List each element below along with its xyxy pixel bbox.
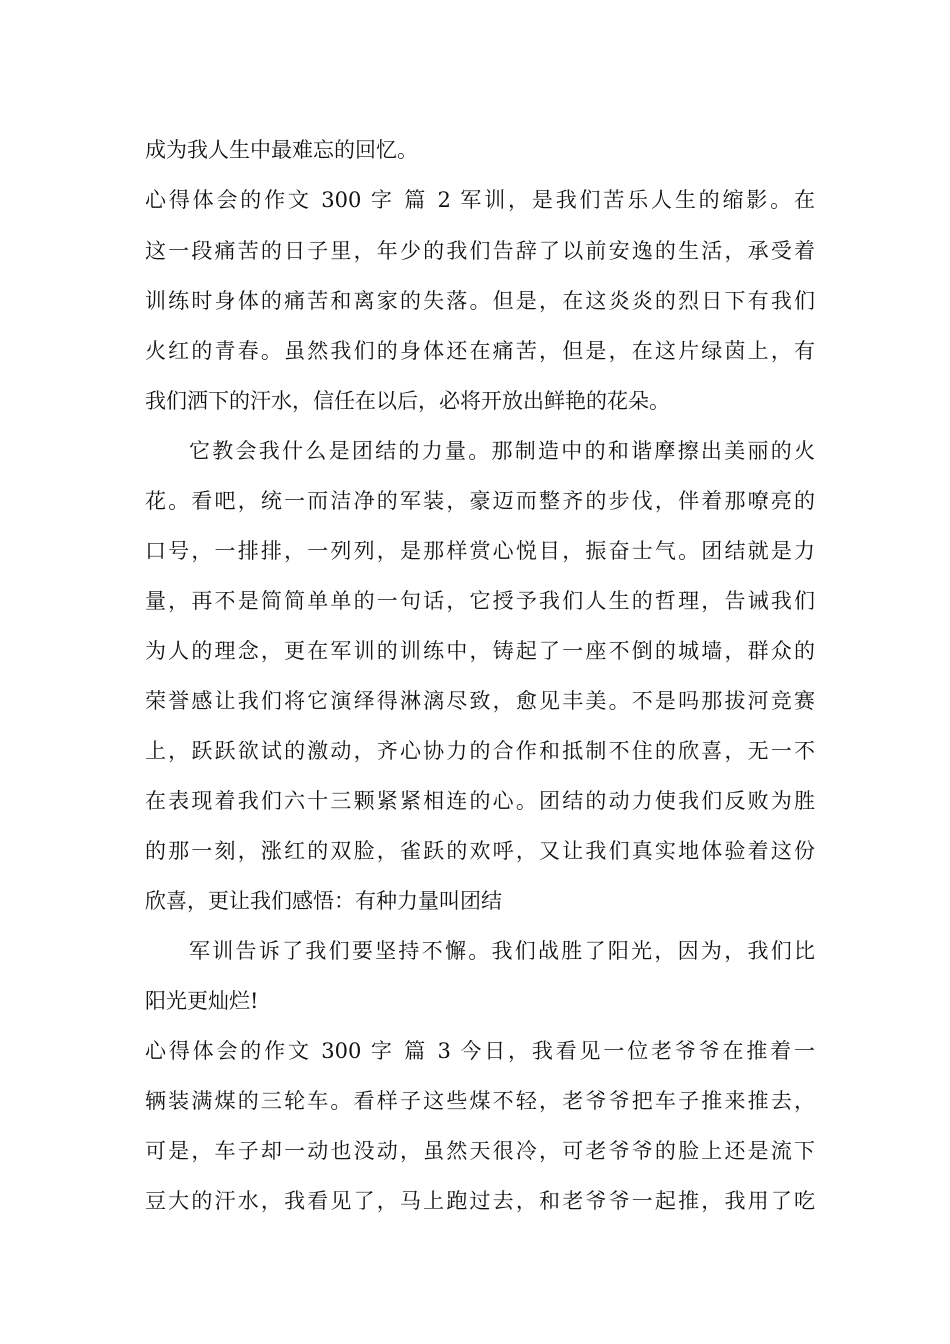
- text-line: 火红的青春。虽然我们的身体还在痛苦，但是，在这片绿茵上，有: [145, 339, 815, 363]
- section-heading-line: 心得体会的作文 300 字 篇 2 军训，是我们苦乐人生的缩影。在: [145, 188, 815, 212]
- text-line: 这一段痛苦的日子里，年少的我们告辞了以前安逸的生活，承受着: [145, 239, 815, 263]
- text-line: 量，再不是简简单单的一句话，它授予我们人生的哲理，告诫我们: [145, 589, 815, 613]
- text-line: 阳光更灿烂!: [145, 989, 259, 1013]
- paragraph-first-line: 它教会我什么是团结的力量。那制造中的和谐摩擦出美丽的火: [189, 439, 815, 463]
- text-line: 可是，车子却一动也没动，虽然天很冷，可老爷爷的脸上还是流下: [145, 1139, 815, 1163]
- text-line: 欣喜，更让我们感悟：有种力量叫团结: [145, 889, 502, 913]
- text-line: 的那一刻，涨红的双脸，雀跃的欢呼，又让我们真实地体验着这份: [145, 839, 815, 863]
- text-line: 豆大的汗水，我看见了，马上跑过去，和老爷爷一起推，我用了吃: [145, 1189, 815, 1213]
- text-line: 口号，一排排，一列列，是那样赏心悦目，振奋士气。团结就是力: [145, 539, 815, 563]
- text-line: 训练时身体的痛苦和离家的失落。但是，在这炎炎的烈日下有我们: [145, 289, 815, 313]
- paragraph-first-line: 军训告诉了我们要坚持不懈。我们战胜了阳光，因为，我们比: [189, 939, 815, 963]
- text-line: 花。看吧，统一而洁净的军装，豪迈而整齐的步伐，伴着那嘹亮的: [145, 489, 815, 513]
- text-line: 我们洒下的汗水，信任在以后，必将开放出鲜艳的花朵。: [145, 389, 670, 413]
- text-line: 荣誉感让我们将它演绎得淋漓尽致，愈见丰美。不是吗那拔河竞赛: [145, 689, 815, 713]
- text-line: 成为我人生中最难忘的回忆。: [145, 138, 418, 162]
- section-heading-line: 心得体会的作文 300 字 篇 3 今日，我看见一位老爷爷在推着一: [145, 1039, 815, 1063]
- text-line: 上，跃跃欲试的激动，齐心协力的合作和抵制不住的欣喜，无一不: [145, 739, 815, 763]
- text-line: 为人的理念，更在军训的训练中，铸起了一座不倒的城墙，群众的: [145, 639, 815, 663]
- text-line: 辆装满煤的三轮车。看样子这些煤不轻，老爷爷把车子推来推去，: [145, 1089, 815, 1113]
- text-line: 在表现着我们六十三颗紧紧相连的心。团结的动力使我们反败为胜: [145, 789, 815, 813]
